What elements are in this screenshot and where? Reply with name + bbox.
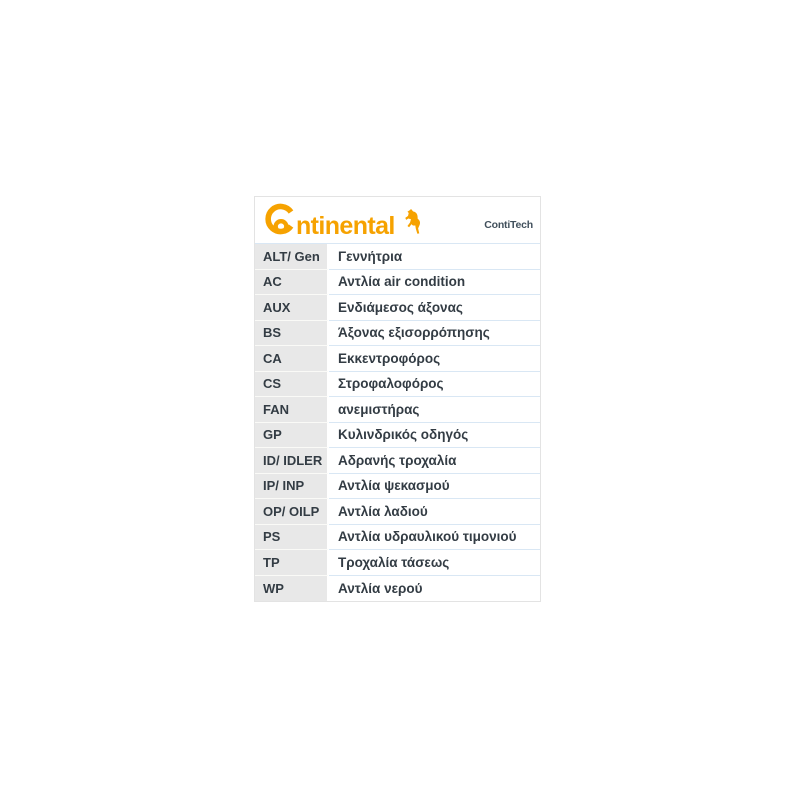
description-cell: Γεννήτρια: [329, 244, 540, 270]
table-row: [255, 270, 540, 296]
description-cell: Ενδιάμεσος άξονας: [329, 295, 540, 321]
table-row: [255, 244, 540, 270]
table-row: [255, 448, 540, 474]
description-cell: Τροχαλία τάσεως: [329, 550, 540, 576]
table-row: [255, 499, 540, 525]
legend-table: [255, 244, 540, 601]
description-cell: Αντλία νερού: [338, 580, 423, 596]
abbreviation-cell: OP/ OILP: [255, 499, 329, 525]
description-cell: Εκκεντροφόρος: [329, 346, 540, 372]
abbreviation-cell: BS: [255, 321, 329, 347]
abbreviation-cell: CS: [255, 372, 329, 398]
abbreviation-cell: CA: [255, 346, 329, 372]
abbreviation-cell: AUX: [255, 295, 329, 321]
abbreviation-cell: FAN: [255, 397, 329, 423]
table-row: [255, 474, 540, 500]
table-row: [255, 525, 540, 551]
description-cell: Στροφαλοφόρος: [329, 372, 540, 398]
horse-icon: [405, 209, 420, 234]
description-cell: Αδρανής τροχαλία: [329, 448, 540, 474]
contitech-wordmark: ContiTech: [484, 218, 533, 231]
abbreviation-cell: WP: [255, 576, 329, 602]
brand-header: [255, 197, 540, 244]
continental-o-mark: [276, 221, 287, 232]
description-cell: Αντλία air condition: [329, 270, 540, 296]
description-cell: Αντλία ψεκασμού: [329, 474, 540, 500]
abbreviation-cell: TP: [255, 550, 329, 576]
abbreviation-cell: GP: [255, 423, 329, 449]
table-row: [255, 372, 540, 398]
legend-card: [254, 196, 541, 602]
abbreviation-cell: ALT/ Gen: [255, 244, 329, 270]
description-cell: Αντλία υδραυλικού τιμονιού: [329, 525, 540, 551]
description-cell: Αντλία λαδιού: [329, 499, 540, 525]
abbreviation-cell: IP/ INP: [255, 474, 329, 500]
abbreviation-cell: AC: [255, 270, 329, 296]
table-row: [255, 423, 540, 449]
continental-wordmark-text: ntinental: [296, 211, 395, 239]
description-cell: Κυλινδρικός οδηγός: [329, 423, 540, 449]
table-row: [255, 397, 540, 423]
abbreviation-cell: ID/ IDLER: [255, 448, 329, 474]
table-row: [255, 321, 540, 347]
abbreviation-cell: PS: [255, 525, 329, 551]
continental-logo: [262, 203, 430, 239]
table-row: [255, 550, 540, 576]
table-row: [255, 346, 540, 372]
table-row: [255, 295, 540, 321]
table-row: [255, 576, 540, 602]
description-cell: Άξονας εξισορρόπησης: [329, 321, 540, 347]
description-cell: ανεμιστήρας: [329, 397, 540, 423]
